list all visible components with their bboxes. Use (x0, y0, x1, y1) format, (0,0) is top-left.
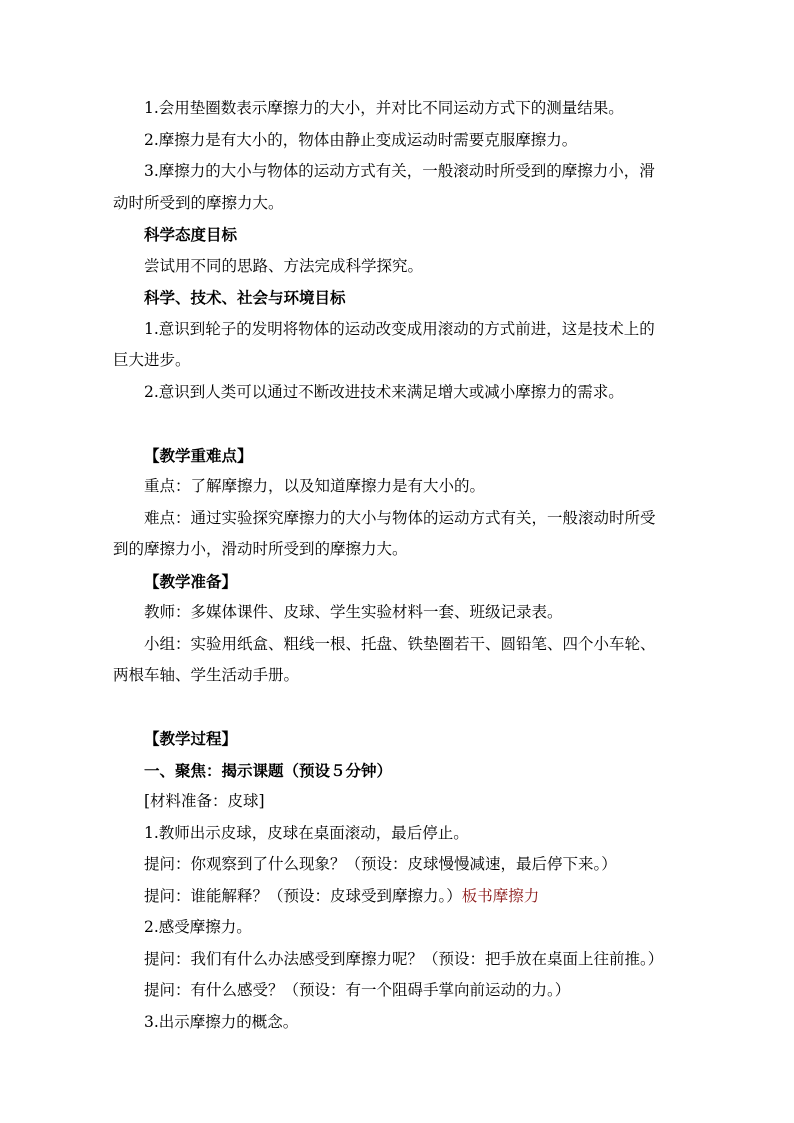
blank-line (113, 692, 683, 724)
stse-item-2: 2.意识到人类可以通过不断改进技术来满足增大或减小摩擦力的需求。 (144, 382, 624, 401)
science-attitude-text: 尝试用不同的思路、方法完成科学探究。 (144, 256, 424, 275)
step-1-text: 1.教师出示皮球，皮球在桌面滚动，最后停止。 (144, 823, 469, 842)
focus-section-heading: 一、聚焦：揭示课题（预设５分钟） (144, 760, 393, 780)
group-preparation-continued: 两根车轴、学生活动手册。 (113, 666, 300, 684)
question-2-text: 提问：谁能解释？（预设：皮球受到摩擦力。） (144, 886, 462, 905)
key-point-text: 重点：了解摩擦力，以及知道摩擦力是有大小的。 (144, 477, 486, 495)
question-4-text: 提问：有什么感受？（预设：有一个阻碍手掌向前运动的力。） (144, 981, 571, 999)
teaching-process-heading: 【教学过程】 (144, 729, 238, 748)
goal-item-2: 2.摩擦力是有大小的，物体由静止变成运动时需要克服摩擦力。 (144, 130, 578, 149)
step-2-text: 2.感受摩擦力。 (144, 918, 252, 936)
preparation-heading: 【教学准备】 (144, 571, 238, 591)
question-3-text: 提问：我们有什么办法感受到摩擦力呢？（预设：把手放在桌面上往前推。） (144, 949, 664, 968)
difficult-point-text-continued: 到的摩擦力小，滑动时所受到的摩擦力大。 (113, 540, 408, 558)
science-attitude-heading: 科学态度目标 (144, 225, 238, 244)
difficult-point-text: 难点：通过实验探究摩擦力的大小与物体的运动方式有关，一般滚动时所受 (144, 508, 656, 527)
teacher-preparation: 教师：多媒体课件、皮球、学生实验材料一套、班级记录表。 (144, 603, 563, 621)
question-2-line (113, 881, 683, 913)
goal-item-1: 1.会用垫圈数表示摩擦力的大小，并对比不同运动方式下的测量结果。 (144, 99, 624, 117)
stse-heading: 科学、技术、社会与环境目标 (144, 288, 346, 307)
document-page (113, 93, 683, 1038)
group-preparation: 小组：实验用纸盒、粗线一根、托盘、铁垫圈若干、圆铅笔、四个小车轮、 (144, 634, 656, 653)
key-difficult-points-heading: 【教学重难点】 (144, 445, 253, 465)
blank-line (113, 408, 683, 440)
stse-item-1: 1.意识到轮子的发明将物体的运动改变成用滚动的方式前进，这是技术上的 (144, 319, 655, 338)
stse-item-1-continued: 巨大进步。 (113, 351, 191, 369)
question-1-text: 提问：你观察到了什么现象？（预设：皮球慢慢减速，最后停下来。） (144, 855, 617, 873)
goal-item-3-continued: 动时所受到的摩擦力大。 (113, 193, 284, 212)
goal-item-3: 3.摩擦力的大小与物体的运动方式有关，一般滚动时所受到的摩擦力小，滑 (144, 162, 655, 180)
step-3-text: 3.出示摩擦力的概念。 (144, 1012, 299, 1031)
materials-note: [材料准备：皮球] (144, 792, 265, 810)
blackboard-note: 板书摩擦力 (461, 886, 540, 905)
